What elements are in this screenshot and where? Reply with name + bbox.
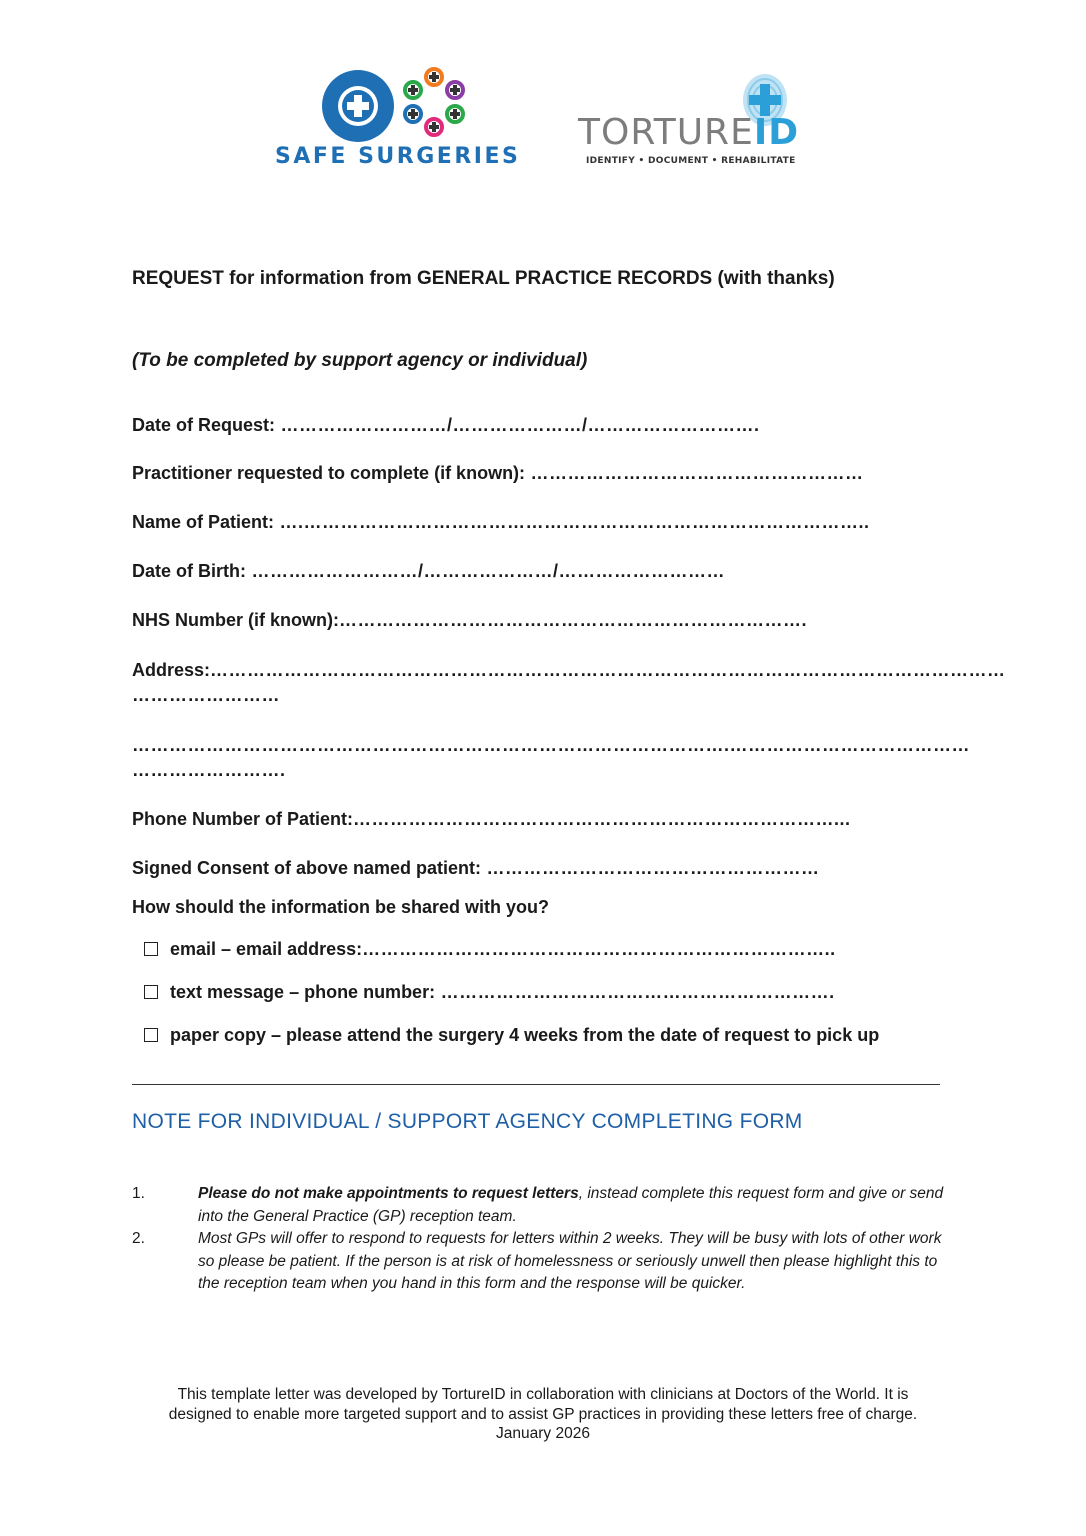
form-title: REQUEST for information from GENERAL PRACTICE RECORDS (with thanks)	[132, 268, 835, 289]
footer-line-1: This template letter was developed by TortureID in collaboration with clinicians at Doctors of the World. It is	[177, 1386, 909, 1403]
option-email[interactable]: email – email address:…………………………………………………………………..	[144, 939, 836, 960]
date-of-request-field[interactable]: Date of Request: ………………………/…………………/……………………….	[132, 415, 760, 435]
share-question: How should the information be shared with you?	[132, 897, 550, 917]
signed-consent-field[interactable]: Signed Consent of above named patient: ………………………………………………	[132, 858, 820, 878]
address-field-continued[interactable]: ……………………	[132, 685, 280, 705]
footer-date: January 2026	[496, 1425, 590, 1442]
doctors-of-the-world-seal-icon	[320, 68, 396, 144]
address-field-line-2[interactable]: …………………………………………………………………………………….…………………………………	[132, 735, 971, 755]
medical-crosses-icon	[399, 66, 469, 138]
tortureid-wordmark: TORTUREID	[578, 112, 800, 153]
tortureid-tagline: IDENTIFY • DOCUMENT • REHABILITATE	[586, 156, 796, 166]
safe-surgeries-wordmark: SAFE SURGERIES	[275, 144, 521, 169]
address-field-line-2-continued[interactable]: …………………….	[132, 760, 286, 780]
footer	[110, 1385, 976, 1444]
address-field[interactable]: Address:…………………………………………………………………………………………………………………	[132, 660, 1006, 680]
patient-name-field[interactable]: Name of Patient: ….………………………………………………………………………………..	[132, 512, 870, 532]
nhs-number-field[interactable]: NHS Number (if known):………………………………………………………………….	[132, 610, 808, 630]
footer-line-2: designed to enable more targeted support and to assist GP practices in providing these letters free of charge.	[168, 1405, 918, 1423]
date-of-birth-field[interactable]: Date of Birth: ………………………/…………………/………………………	[132, 561, 726, 581]
paper-copy-checkbox[interactable]	[144, 1028, 158, 1042]
patient-phone-field[interactable]: Phone Number of Patient:……………………………………………………………………...	[132, 809, 851, 829]
email-checkbox[interactable]	[144, 942, 158, 956]
note-item: 2. Most GPs will offer to respond to requests for letters within 2 weeks. They will be busy with lots of other work so please be patient. If the person is at risk of homelessness or seriously unwell then please highlight this to the reception team when you hand in this form and the response will be quicker.	[132, 1230, 942, 1292]
note-item: 1. Please do not make appointments to request letters, instead complete this request form and give or send into the General Practice (GP) reception team.	[132, 1185, 944, 1225]
note-list	[132, 1183, 962, 1296]
text-message-checkbox[interactable]	[144, 985, 158, 999]
note-heading: NOTE FOR INDIVIDUAL / SUPPORT AGENCY COMPLETING FORM	[132, 1110, 803, 1133]
tortureid-logo	[578, 72, 800, 172]
section-divider	[132, 1084, 940, 1085]
option-paper-copy[interactable]: paper copy – please attend the surgery 4 weeks from the date of request to pick up	[144, 1025, 879, 1046]
safe-surgeries-logo	[275, 62, 520, 174]
form-subtitle: (To be completed by support agency or individual)	[132, 350, 588, 371]
practitioner-field[interactable]: Practitioner requested to complete (if known): ………………………………………………	[132, 463, 864, 483]
option-text-message[interactable]: text message – phone number: ……………………………………………………….	[144, 982, 835, 1003]
